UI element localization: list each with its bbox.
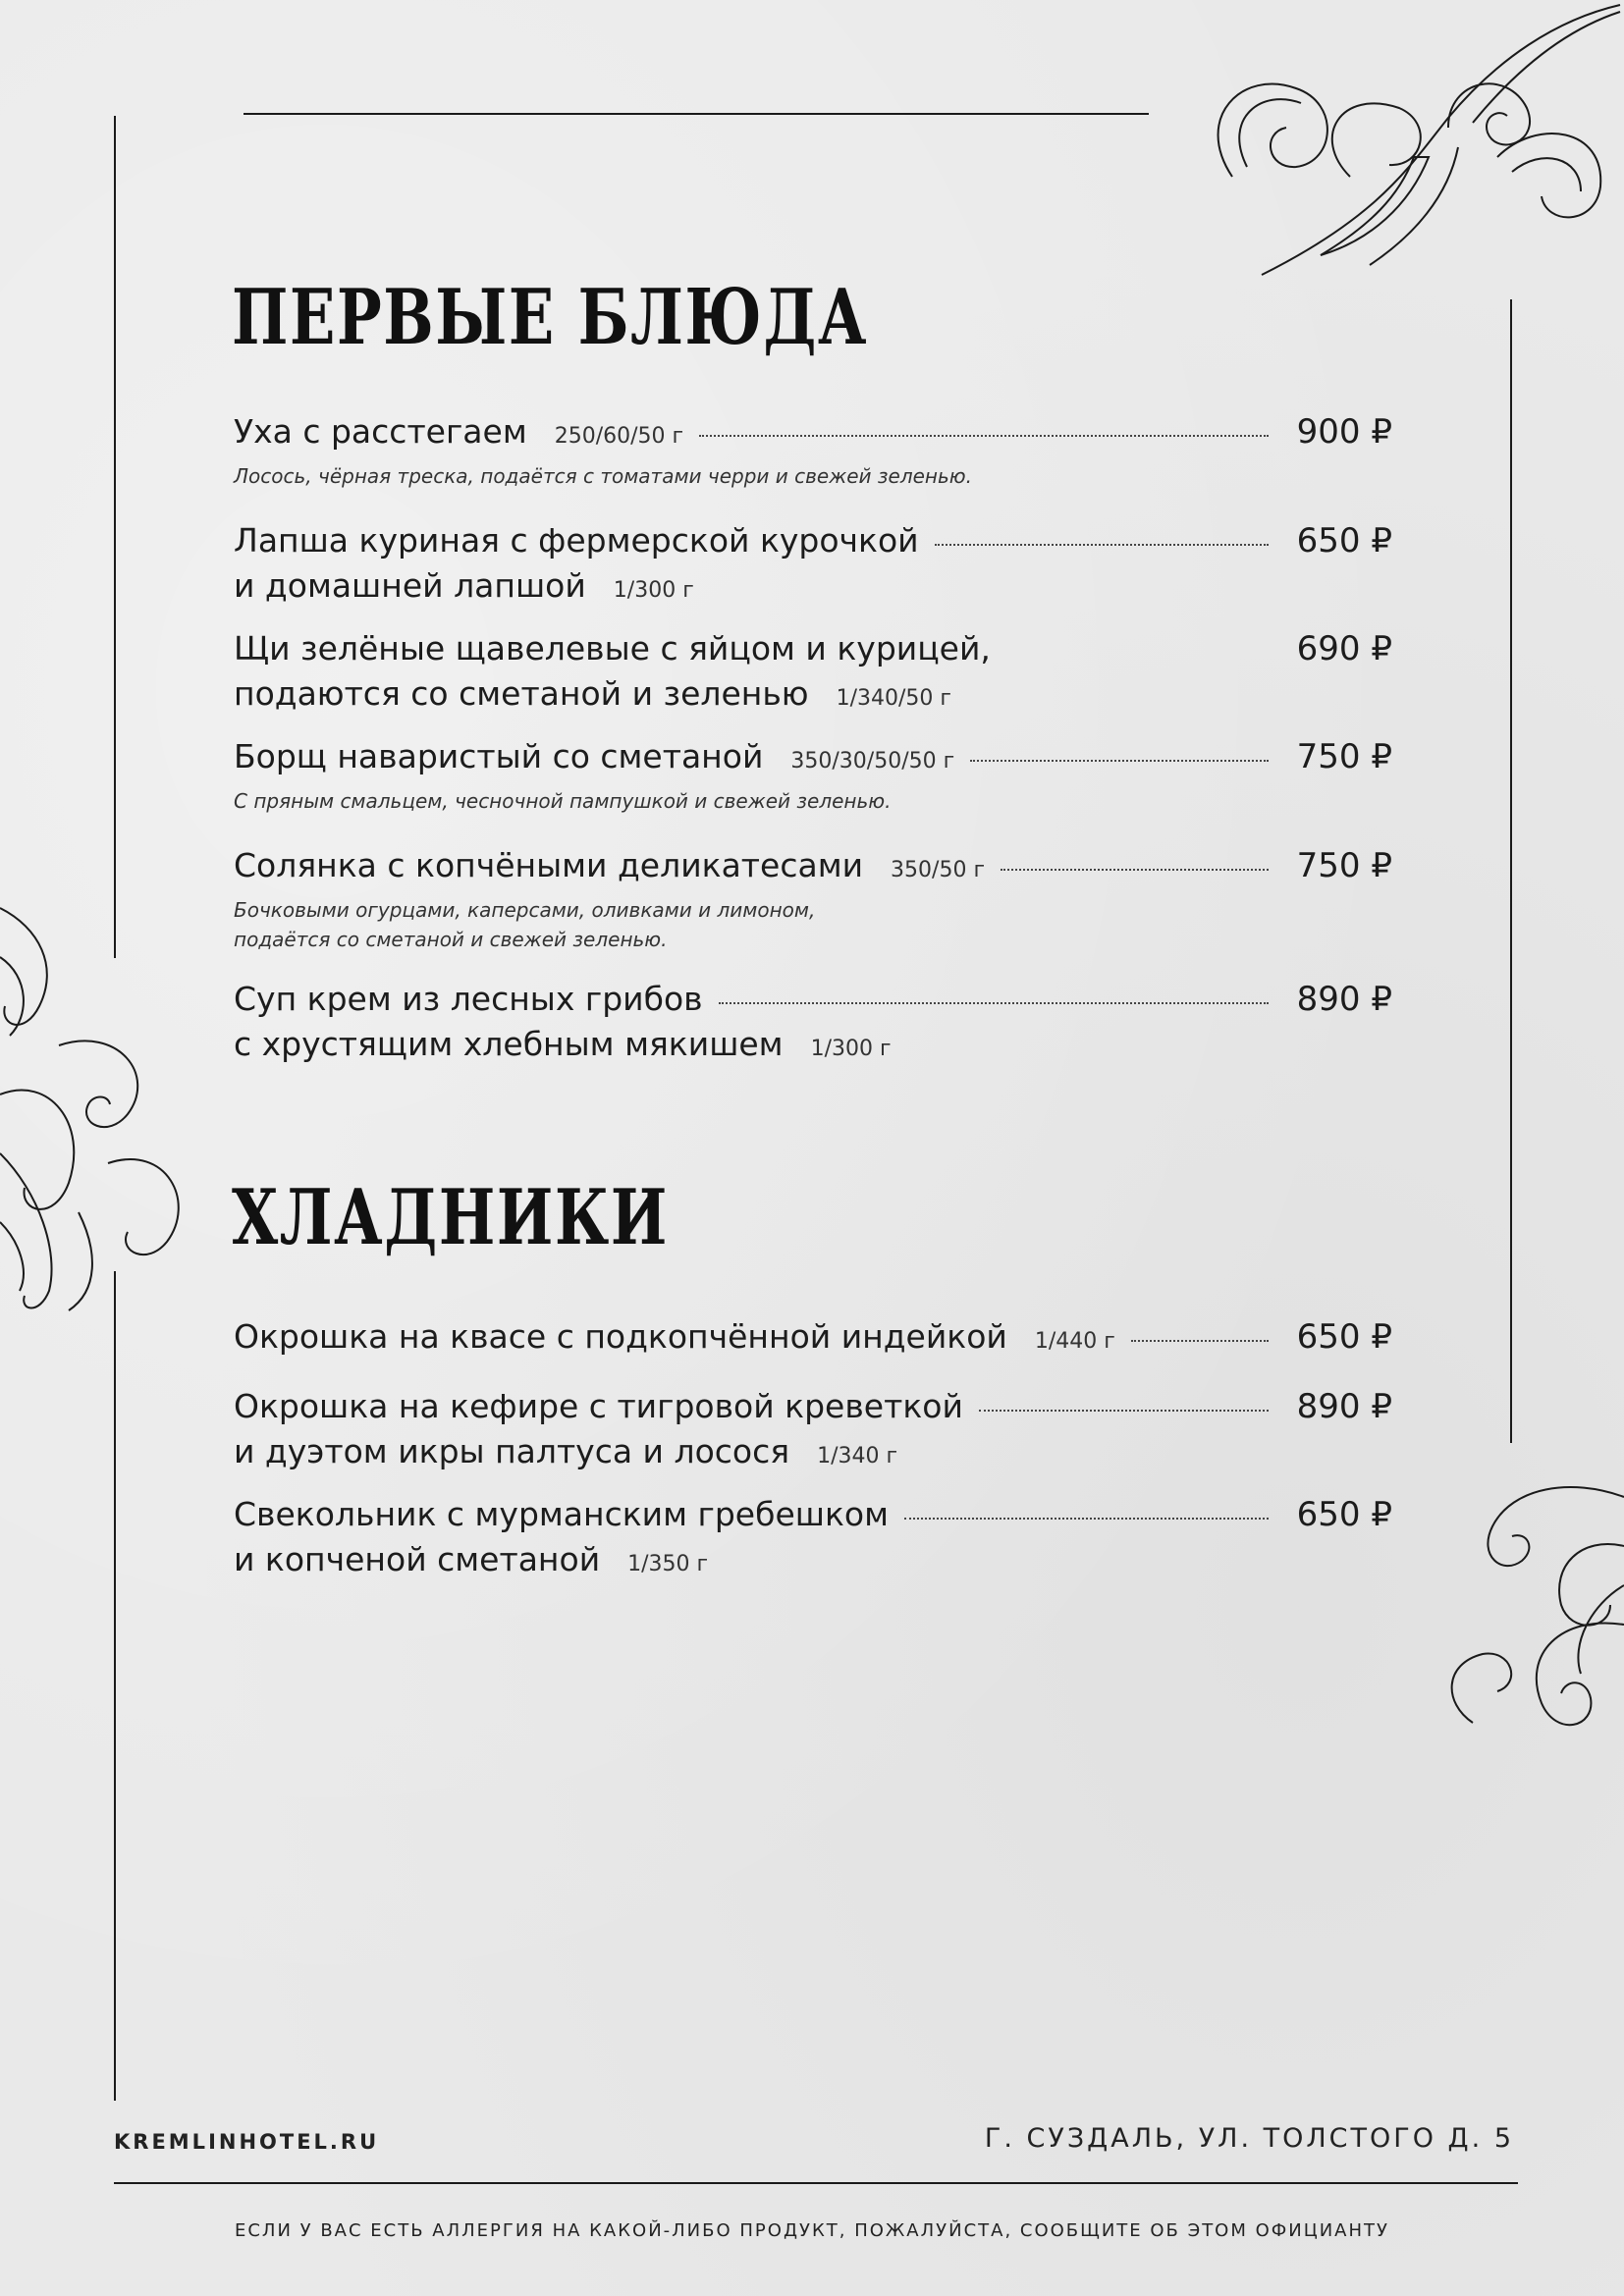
dot-leader	[979, 1410, 1269, 1412]
menu-item	[234, 1317, 1392, 1362]
item-name-line2: и копченой сметаной	[234, 1540, 601, 1578]
website-link[interactable]: KREMLINHOTEL.RU	[114, 2130, 380, 2154]
bottom-rule	[114, 2182, 1518, 2184]
item-portion: 350/30/50/50 г	[790, 749, 955, 774]
menu-item	[234, 1387, 1392, 1477]
item-portion: 1/340 г	[817, 1444, 898, 1468]
item-name: Свекольник с мурманским гребешком	[234, 1495, 889, 1533]
item-name: Окрошка на кефире с тигровой креветкой	[234, 1387, 963, 1425]
item-description: Лосось, чёрная треска, подаётся с томатами черри и свежей зеленью.	[234, 464, 972, 488]
left-rule-lower	[114, 1271, 116, 2101]
item-name-line2: и дуэтом икры палтуса и лосося	[234, 1432, 790, 1470]
menu-item	[234, 629, 1392, 720]
top-rule	[244, 113, 1149, 115]
item-portion: 250/60/50 г	[554, 424, 684, 449]
item-price: 900 ₽	[1296, 412, 1392, 452]
left-rule-upper	[114, 116, 116, 958]
item-description-line2: подаётся со сметаной и свежей зеленью.	[234, 928, 668, 951]
item-price: 650 ₽	[1296, 1317, 1392, 1357]
item-portion: 1/300 г	[810, 1037, 892, 1061]
item-description	[234, 895, 1392, 954]
dot-leader	[1001, 869, 1269, 871]
item-price: 890 ₽	[1296, 980, 1392, 1019]
item-portion: 350/50 г	[891, 858, 985, 882]
item-price: 750 ₽	[1296, 846, 1392, 885]
item-name: Окрошка на квасе с подкопчённой индейкой	[234, 1317, 1007, 1356]
flourish-ornament-top-right	[1203, 0, 1624, 285]
item-name: Солянка с копчёными деликатесами	[234, 846, 864, 884]
item-name-line2: и домашней лапшой	[234, 566, 586, 605]
item-description: С пряным смальцем, чесночной пампушкой и свежей зеленью.	[234, 789, 892, 813]
item-portion: 1/350 г	[627, 1552, 709, 1576]
allergy-note: ЕСЛИ У ВАС ЕСТЬ АЛЛЕРГИЯ НА КАКОЙ-ЛИБО ПРОДУКТ, ПОЖАЛУЙСТА, СООБЩИТЕ ОБ ЭТОМ ОФИЦИАНТУ	[234, 2220, 1389, 2241]
dot-leader	[935, 544, 1269, 546]
item-name: Щи зелёные щавелевые с яйцом и курицей,	[234, 629, 991, 667]
dot-leader	[970, 760, 1269, 762]
dot-leader	[719, 1002, 1269, 1004]
item-price: 650 ₽	[1296, 521, 1392, 561]
dot-leader	[1131, 1340, 1269, 1342]
item-portion: 1/340/50 г	[836, 686, 951, 711]
item-name: Лапша куриная с фермерской курочкой	[234, 521, 919, 560]
item-name: Борщ наваристый со сметаной	[234, 737, 764, 775]
item-name: Уха с расстегаем	[234, 412, 527, 451]
dot-leader	[904, 1518, 1269, 1520]
address: Г. СУЗДАЛЬ, УЛ. ТОЛСТОГО Д. 5	[984, 2123, 1514, 2154]
flourish-ornament-left	[0, 898, 196, 1320]
item-portion: 1/440 г	[1034, 1329, 1115, 1354]
flourish-ornament-bottom-right	[1414, 1477, 1624, 1762]
item-name: Суп крем из лесных грибов	[234, 980, 703, 1018]
item-price: 750 ₽	[1296, 737, 1392, 776]
right-rule	[1510, 299, 1512, 1443]
menu-item	[234, 980, 1392, 1070]
item-name-line2: подаются со сметаной и зеленью	[234, 674, 809, 713]
item-name-line2: с хрустящим хлебным мякишем	[234, 1025, 784, 1063]
menu-item	[234, 521, 1392, 612]
menu-item	[234, 846, 1392, 954]
menu-item	[234, 412, 1392, 491]
section-title-cold-soups: ХЛАДНИКИ	[232, 1173, 669, 1262]
menu-item	[234, 737, 1392, 816]
item-portion: 1/300 г	[613, 578, 694, 603]
item-price: 890 ₽	[1296, 1387, 1392, 1426]
menu-item	[234, 1495, 1392, 1585]
dot-leader	[1006, 652, 1269, 654]
dot-leader	[699, 435, 1269, 437]
item-description-line1: Бочковыми огурцами, каперсами, оливками и лимоном,	[234, 898, 816, 922]
item-price: 690 ₽	[1296, 629, 1392, 668]
section-title-first-courses: ПЕРВЫЕ БЛЮДА	[232, 273, 869, 362]
item-price: 650 ₽	[1296, 1495, 1392, 1534]
